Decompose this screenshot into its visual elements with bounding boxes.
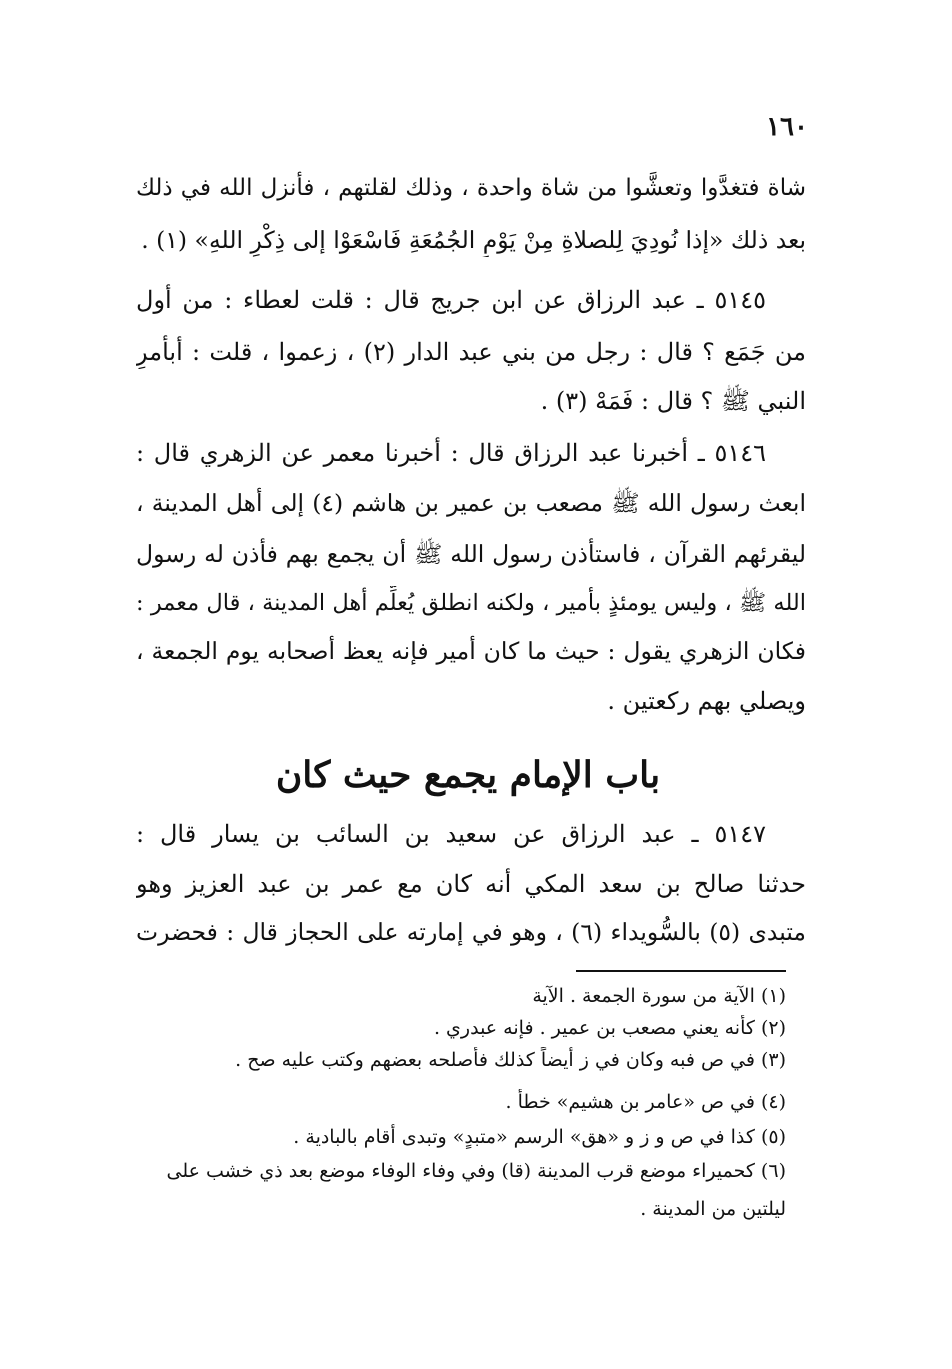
footnote-separator	[576, 970, 786, 972]
footnote: (١) الآية من سورة الجمعة . الآية	[532, 985, 786, 1007]
footnote: (٢) كأنه يعني مصعب بن عمير . فإنه عبدري .	[433, 1017, 786, 1039]
footnote: (٣) في ص فبه وكان في ز أيضاً كذلك فأصلحه بعضهم وكتب عليه صح .	[235, 1049, 786, 1071]
text-line: بعد ذلك «إذا نُودِيَ لِلصلاةِ مِنْ يَوْمِ الجُمُعَةِ فَاسْعَوْا إلى ذِكْرِ اللهِ» (١) .	[141, 226, 806, 254]
page-number: ١٦٠	[766, 112, 808, 142]
text-line: ابعث رسول الله ﷺ مصعب بن عمير بن هاشم (٤) إلى أهل المدينة ،	[136, 489, 806, 517]
text-line: ويصلي بهم ركعتين .	[607, 687, 806, 715]
text-line: ٥١٤٦ ـ أخبرنا عبد الرزاق قال : أخبرنا معمر عن الزهري قال :	[136, 439, 766, 467]
footnote: ليلتين من المدينة .	[640, 1198, 786, 1220]
text-line: شاة فتغدَّوا وتعشَّوا من شاة واحدة ، وذلك لقلتهم ، فأنزل الله في ذلك	[136, 175, 806, 201]
text-line: من جَمَع ؟ قال : رجل من بني عبد الدار (٢) ، زعموا ، قلت : أبأمرِ	[136, 338, 806, 366]
text-line: متبدى (٥) بالسُّويداء (٦) ، وهو في إمارته على الحجاز قال : فحضرت	[136, 918, 806, 946]
text-line: النبي ﷺ ؟ قال : فَمَهْ (٣) .	[540, 387, 806, 415]
text-line: فكان الزهري يقول : حيث ما كان أمير فإنه يعظ أصحابه يوم الجمعة ،	[136, 637, 806, 665]
text-line: ٥١٤٥ ـ عبد الرزاق عن ابن جريج قال : قلت لعطاء : من أول	[136, 286, 766, 314]
text-line: حدثنا صالح بن سعد المكي أنه كان مع عمر بن عبد العزيز وهو	[136, 870, 806, 898]
section-title: باب الإمام يجمع حيث كان	[275, 754, 661, 796]
text-line: ٥١٤٧ ـ عبد الرزاق عن سعيد بن السائب بن يسار قال :	[136, 820, 766, 848]
footnote: (٦) كحميراء موضع قرب المدينة (قا) وفي وفاء الوفاء موضع بعد ذي خشب على	[166, 1160, 786, 1182]
footnote: (٥) كذا في ص و ز و «هق» الرسم «متبدٍ» وتبدى أقام بالبادية .	[293, 1126, 786, 1148]
text-line: الله ﷺ ، وليس يومئذٍ بأمير ، ولكنه انطلق يُعلِّم أهل المدينة ، قال معمر :	[136, 590, 806, 616]
text-line: ليقرئهم القرآن ، فاستأذن رسول الله ﷺ أن يجمع بهم فأذن له رسول	[136, 540, 806, 568]
footnote: (٤) في ص «عامر بن هشيم» خطأ .	[505, 1091, 786, 1113]
